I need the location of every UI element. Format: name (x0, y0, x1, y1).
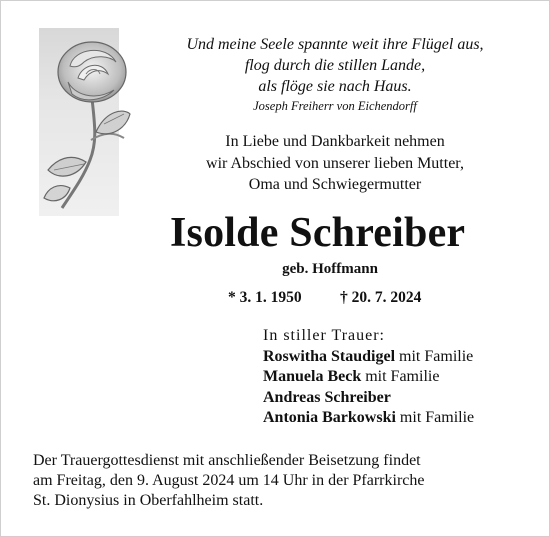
quote-author: Joseph Freiherr von Eichendorff (253, 99, 417, 113)
quote-block (160, 34, 510, 114)
intro-line: In Liebe und Dankbarkeit nehmen (225, 133, 445, 150)
mourner-suffix: mit Familie (361, 368, 440, 385)
mourner-entry (263, 367, 533, 388)
mourner-entry (263, 347, 533, 368)
mourner-suffix: mit Familie (395, 409, 475, 426)
mourner-entry (263, 388, 533, 409)
birth-date: * 3. 1. 1950 (228, 289, 302, 306)
mourner-name: Manuela Beck (263, 368, 362, 385)
death-date: † 20. 7. 2024 (340, 289, 422, 306)
notice-line: Der Trauergottesdienst mit anschließender Beisetzung findet (33, 452, 421, 469)
mourners-block (263, 326, 533, 429)
quote-line: Und meine Seele spannte weit ihre Flügel aus, (186, 36, 484, 53)
mourner-name: Antonia Barkowski (263, 409, 396, 426)
maiden-name: geb. Hoffmann (282, 261, 378, 277)
intro-line: Oma und Schwiegermutter (248, 176, 422, 193)
rose-icon (34, 20, 144, 220)
mourner-name: Roswitha Staudigel (263, 347, 396, 365)
mourner-name: Andreas Schreiber (263, 388, 391, 406)
quote-line: flog durch die stillen Lande, (244, 57, 426, 74)
service-notice (33, 451, 533, 511)
intro-text (150, 131, 520, 196)
mourners-header: In stiller Trauer: (263, 327, 385, 344)
intro-line: wir Abschied von unserer lieben Mutter, (206, 154, 464, 172)
mourner-suffix: mit Familie (395, 347, 474, 365)
notice-line: am Freitag, den 9. August 2024 um 14 Uhr in der Pfarrkirche (33, 472, 425, 489)
notice-line: St. Dionysius in Oberfahlheim statt. (33, 492, 264, 509)
deceased-name: Isolde Schreiber (170, 210, 466, 256)
mourner-entry (263, 408, 533, 429)
quote-line: als flöge sie nach Haus. (258, 78, 412, 95)
